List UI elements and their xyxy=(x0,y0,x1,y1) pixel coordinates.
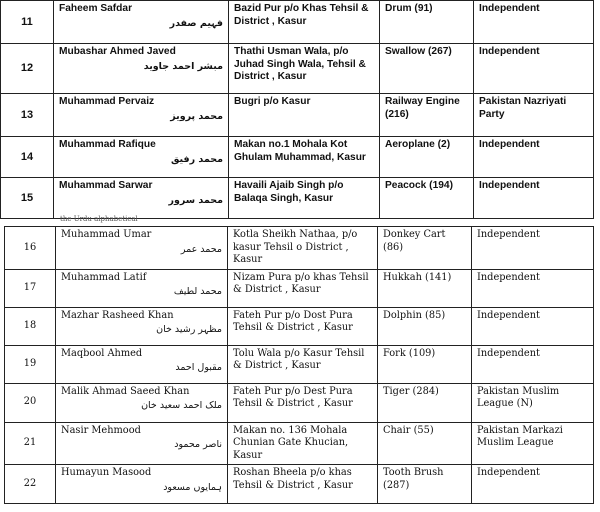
address: Thathi Usman Wala, p/o Juhad Singh Wala, Tehsil & District , Kasur xyxy=(234,46,366,82)
serial-number-text: 13 xyxy=(20,108,34,121)
serial-number-text: 12 xyxy=(20,62,34,75)
candidate-name-urdu: فہیم صفدر xyxy=(169,17,223,29)
candidate-name-cell xyxy=(56,465,228,504)
party-cell xyxy=(474,137,594,178)
serial-number-text: 20 xyxy=(23,396,37,408)
symbol-cell xyxy=(380,178,474,219)
address: Fateh Pur p/o Dost Pura Tehsil & District , Kasur xyxy=(233,309,353,333)
serial-number-text: 14 xyxy=(20,150,34,163)
election-symbol: Tooth Brush (287) xyxy=(383,467,444,491)
election-symbol: Donkey Cart (86) xyxy=(383,229,446,253)
serial-number xyxy=(5,227,56,270)
candidate-row xyxy=(5,227,594,270)
election-symbol: Railway Engine (216) xyxy=(385,96,460,120)
candidate-name-urdu: ناصر محمود xyxy=(174,439,222,450)
address-cell xyxy=(229,94,380,137)
candidates-table-lower xyxy=(4,226,594,504)
party-cell xyxy=(472,465,594,504)
symbol-cell xyxy=(378,422,472,465)
party-cell xyxy=(474,178,594,219)
serial-number xyxy=(5,269,56,307)
candidate-name-urdu: ملک احمد سعید خان xyxy=(141,400,222,411)
election-symbol: Fork (109) xyxy=(383,347,436,359)
candidate-name-cell xyxy=(56,422,228,465)
party-cell xyxy=(472,383,594,422)
address-cell xyxy=(228,383,378,422)
candidate-name: Mazhar Rasheed Khan xyxy=(61,309,174,321)
party-cell xyxy=(472,269,594,307)
symbol-cell xyxy=(378,345,472,383)
candidate-name-urdu: مظہر رشید خان xyxy=(156,324,222,335)
candidate-name-urdu: مبشر احمد جاوید xyxy=(143,60,223,72)
serial-number xyxy=(1,178,54,219)
election-symbol: Dolphin (85) xyxy=(383,309,446,321)
election-symbol: Swallow (267) xyxy=(385,46,452,57)
candidate-name-urdu: مقبول احمد xyxy=(175,362,222,373)
symbol-cell xyxy=(378,383,472,422)
candidate-name-cell xyxy=(56,345,228,383)
serial-number xyxy=(1,44,54,94)
symbol-cell xyxy=(380,1,474,44)
address-cell xyxy=(228,422,378,465)
candidate-name: Nasir Mehmood xyxy=(61,424,141,436)
address: Tolu Wala p/o Kasur Tehsil & District , Kasur xyxy=(233,347,365,371)
candidate-name-cell xyxy=(56,269,228,307)
candidate-row xyxy=(1,44,594,94)
serial-number-text: 22 xyxy=(23,477,37,489)
party-cell xyxy=(472,227,594,270)
candidate-name: Muhammad Latif xyxy=(61,271,147,283)
address: Bazid Pur p/o Khas Tehsil & District , Kasur xyxy=(234,3,369,27)
cut-off-header-text xyxy=(60,214,340,224)
candidate-row xyxy=(5,345,594,383)
candidate-name-urdu: محمد رفیق xyxy=(170,153,223,165)
address: Makan no. 136 Mohala Chunian Gate Khucian, Kasur xyxy=(233,424,349,461)
party-cell xyxy=(472,307,594,345)
candidate-name-cell xyxy=(54,1,229,44)
serial-number-text: 11 xyxy=(21,15,33,28)
candidates-table-upper xyxy=(0,0,594,219)
serial-number xyxy=(1,1,54,44)
candidate-name: Malik Ahmad Saeed Khan xyxy=(61,385,190,397)
symbol-cell xyxy=(378,465,472,504)
party-affiliation: Independent xyxy=(477,347,540,359)
party-cell xyxy=(472,345,594,383)
candidate-name-cell xyxy=(54,137,229,178)
address-cell xyxy=(229,44,380,94)
candidate-row xyxy=(1,94,594,137)
party-cell xyxy=(474,1,594,44)
candidate-name-urdu: محمد پرویز xyxy=(170,110,223,122)
symbol-cell xyxy=(380,137,474,178)
candidate-name-cell xyxy=(54,178,229,219)
candidate-row xyxy=(5,307,594,345)
symbol-cell xyxy=(378,269,472,307)
address-cell xyxy=(229,1,380,44)
address: Kotla Sheikh Nathaa, p/o kasur Tehsil o District , Kasur xyxy=(233,229,358,265)
serial-number xyxy=(1,94,54,137)
candidate-row xyxy=(5,422,594,465)
election-symbol: Tiger (284) xyxy=(383,385,439,397)
candidate-name: Muhammad Sarwar xyxy=(59,180,153,191)
candidate-name: Humayun Masood xyxy=(61,467,152,478)
address: Fateh Pur p/o Dest Pura Tehsil & District , Kasur xyxy=(233,385,353,409)
party-affiliation: Independent xyxy=(479,139,540,150)
candidate-row xyxy=(5,383,594,422)
party-affiliation: Independent xyxy=(477,467,540,478)
candidate-name: Muhammad Rafique xyxy=(59,139,156,150)
candidate-name-cell xyxy=(56,383,228,422)
party-affiliation: Independent xyxy=(479,46,540,57)
serial-number xyxy=(5,422,56,465)
party-affiliation: Independent xyxy=(477,229,540,240)
address: Bugri p/o Kasur xyxy=(234,96,311,107)
address-cell xyxy=(228,269,378,307)
candidate-row xyxy=(1,1,594,44)
candidate-name: Mubashar Ahmed Javed xyxy=(59,46,176,57)
election-symbol: Drum (91) xyxy=(385,3,433,14)
party-affiliation: Pakistan Markazi Muslim League xyxy=(477,424,563,448)
candidate-row xyxy=(1,178,594,219)
serial-number-text: 17 xyxy=(23,281,37,293)
candidate-name-urdu: محمد عمر xyxy=(180,243,222,255)
party-affiliation: Independent xyxy=(479,180,540,191)
candidate-name-cell xyxy=(56,227,228,270)
cut-text-1: the Urdu alphabetical xyxy=(60,215,138,223)
address-cell xyxy=(228,227,378,270)
candidate-name-cell xyxy=(54,44,229,94)
candidate-name-urdu: ہمایوں مسعود xyxy=(163,481,222,493)
party-affiliation: Pakistan Muslim League (N) xyxy=(477,385,560,409)
serial-number-text: 19 xyxy=(23,357,37,369)
symbol-cell xyxy=(380,94,474,137)
address-cell xyxy=(228,465,378,504)
address: Havaili Ajaib Singh p/o Balaqa Singh, Kasur xyxy=(234,180,344,204)
election-symbol: Chair (55) xyxy=(383,424,434,436)
election-symbol: Hukkah (141) xyxy=(383,271,452,283)
candidate-name-urdu: محمد سرور xyxy=(168,194,223,206)
serial-number xyxy=(5,345,56,383)
candidate-name-urdu: محمد لطیف xyxy=(173,286,222,297)
candidate-name: Maqbool Ahmed xyxy=(61,347,143,359)
address-cell xyxy=(228,345,378,383)
address-cell xyxy=(229,137,380,178)
serial-number-text: 18 xyxy=(23,319,37,331)
party-cell xyxy=(474,44,594,94)
election-symbol: Aeroplane (2) xyxy=(385,139,451,150)
candidate-name: Muhammad Umar xyxy=(61,229,152,240)
serial-number xyxy=(5,383,56,422)
election-symbol: Peacock (194) xyxy=(385,180,453,191)
party-affiliation: Independent xyxy=(477,271,540,283)
serial-number xyxy=(5,465,56,504)
symbol-cell xyxy=(378,227,472,270)
candidate-row xyxy=(5,269,594,307)
candidate-row xyxy=(5,465,594,504)
address-cell xyxy=(228,307,378,345)
serial-number xyxy=(1,137,54,178)
address: Roshan Bheela p/o khas Tehsil & District , Kasur xyxy=(233,467,353,491)
address-cell xyxy=(229,178,380,219)
candidate-name-cell xyxy=(54,94,229,137)
candidate-name: Faheem Safdar xyxy=(59,3,133,14)
candidate-name-cell xyxy=(56,307,228,345)
party-affiliation: Independent xyxy=(477,309,540,321)
serial-number-text: 21 xyxy=(23,437,37,448)
serial-number-text: 16 xyxy=(23,241,37,253)
candidate-name: Muhammad Pervaiz xyxy=(59,96,155,107)
serial-number xyxy=(5,307,56,345)
party-cell xyxy=(472,422,594,465)
party-affiliation: Independent xyxy=(479,3,540,14)
candidate-row xyxy=(1,137,594,178)
symbol-cell xyxy=(380,44,474,94)
party-affiliation: Pakistan Nazriyati Party xyxy=(479,96,567,120)
party-cell xyxy=(474,94,594,137)
address: Makan no.1 Mohala Kot Ghulam Muhammad, Kasur xyxy=(234,139,366,163)
serial-number-text: 15 xyxy=(20,191,34,204)
symbol-cell xyxy=(378,307,472,345)
address: Nizam Pura p/o khas Tehsil & District , Kasur xyxy=(233,271,369,295)
